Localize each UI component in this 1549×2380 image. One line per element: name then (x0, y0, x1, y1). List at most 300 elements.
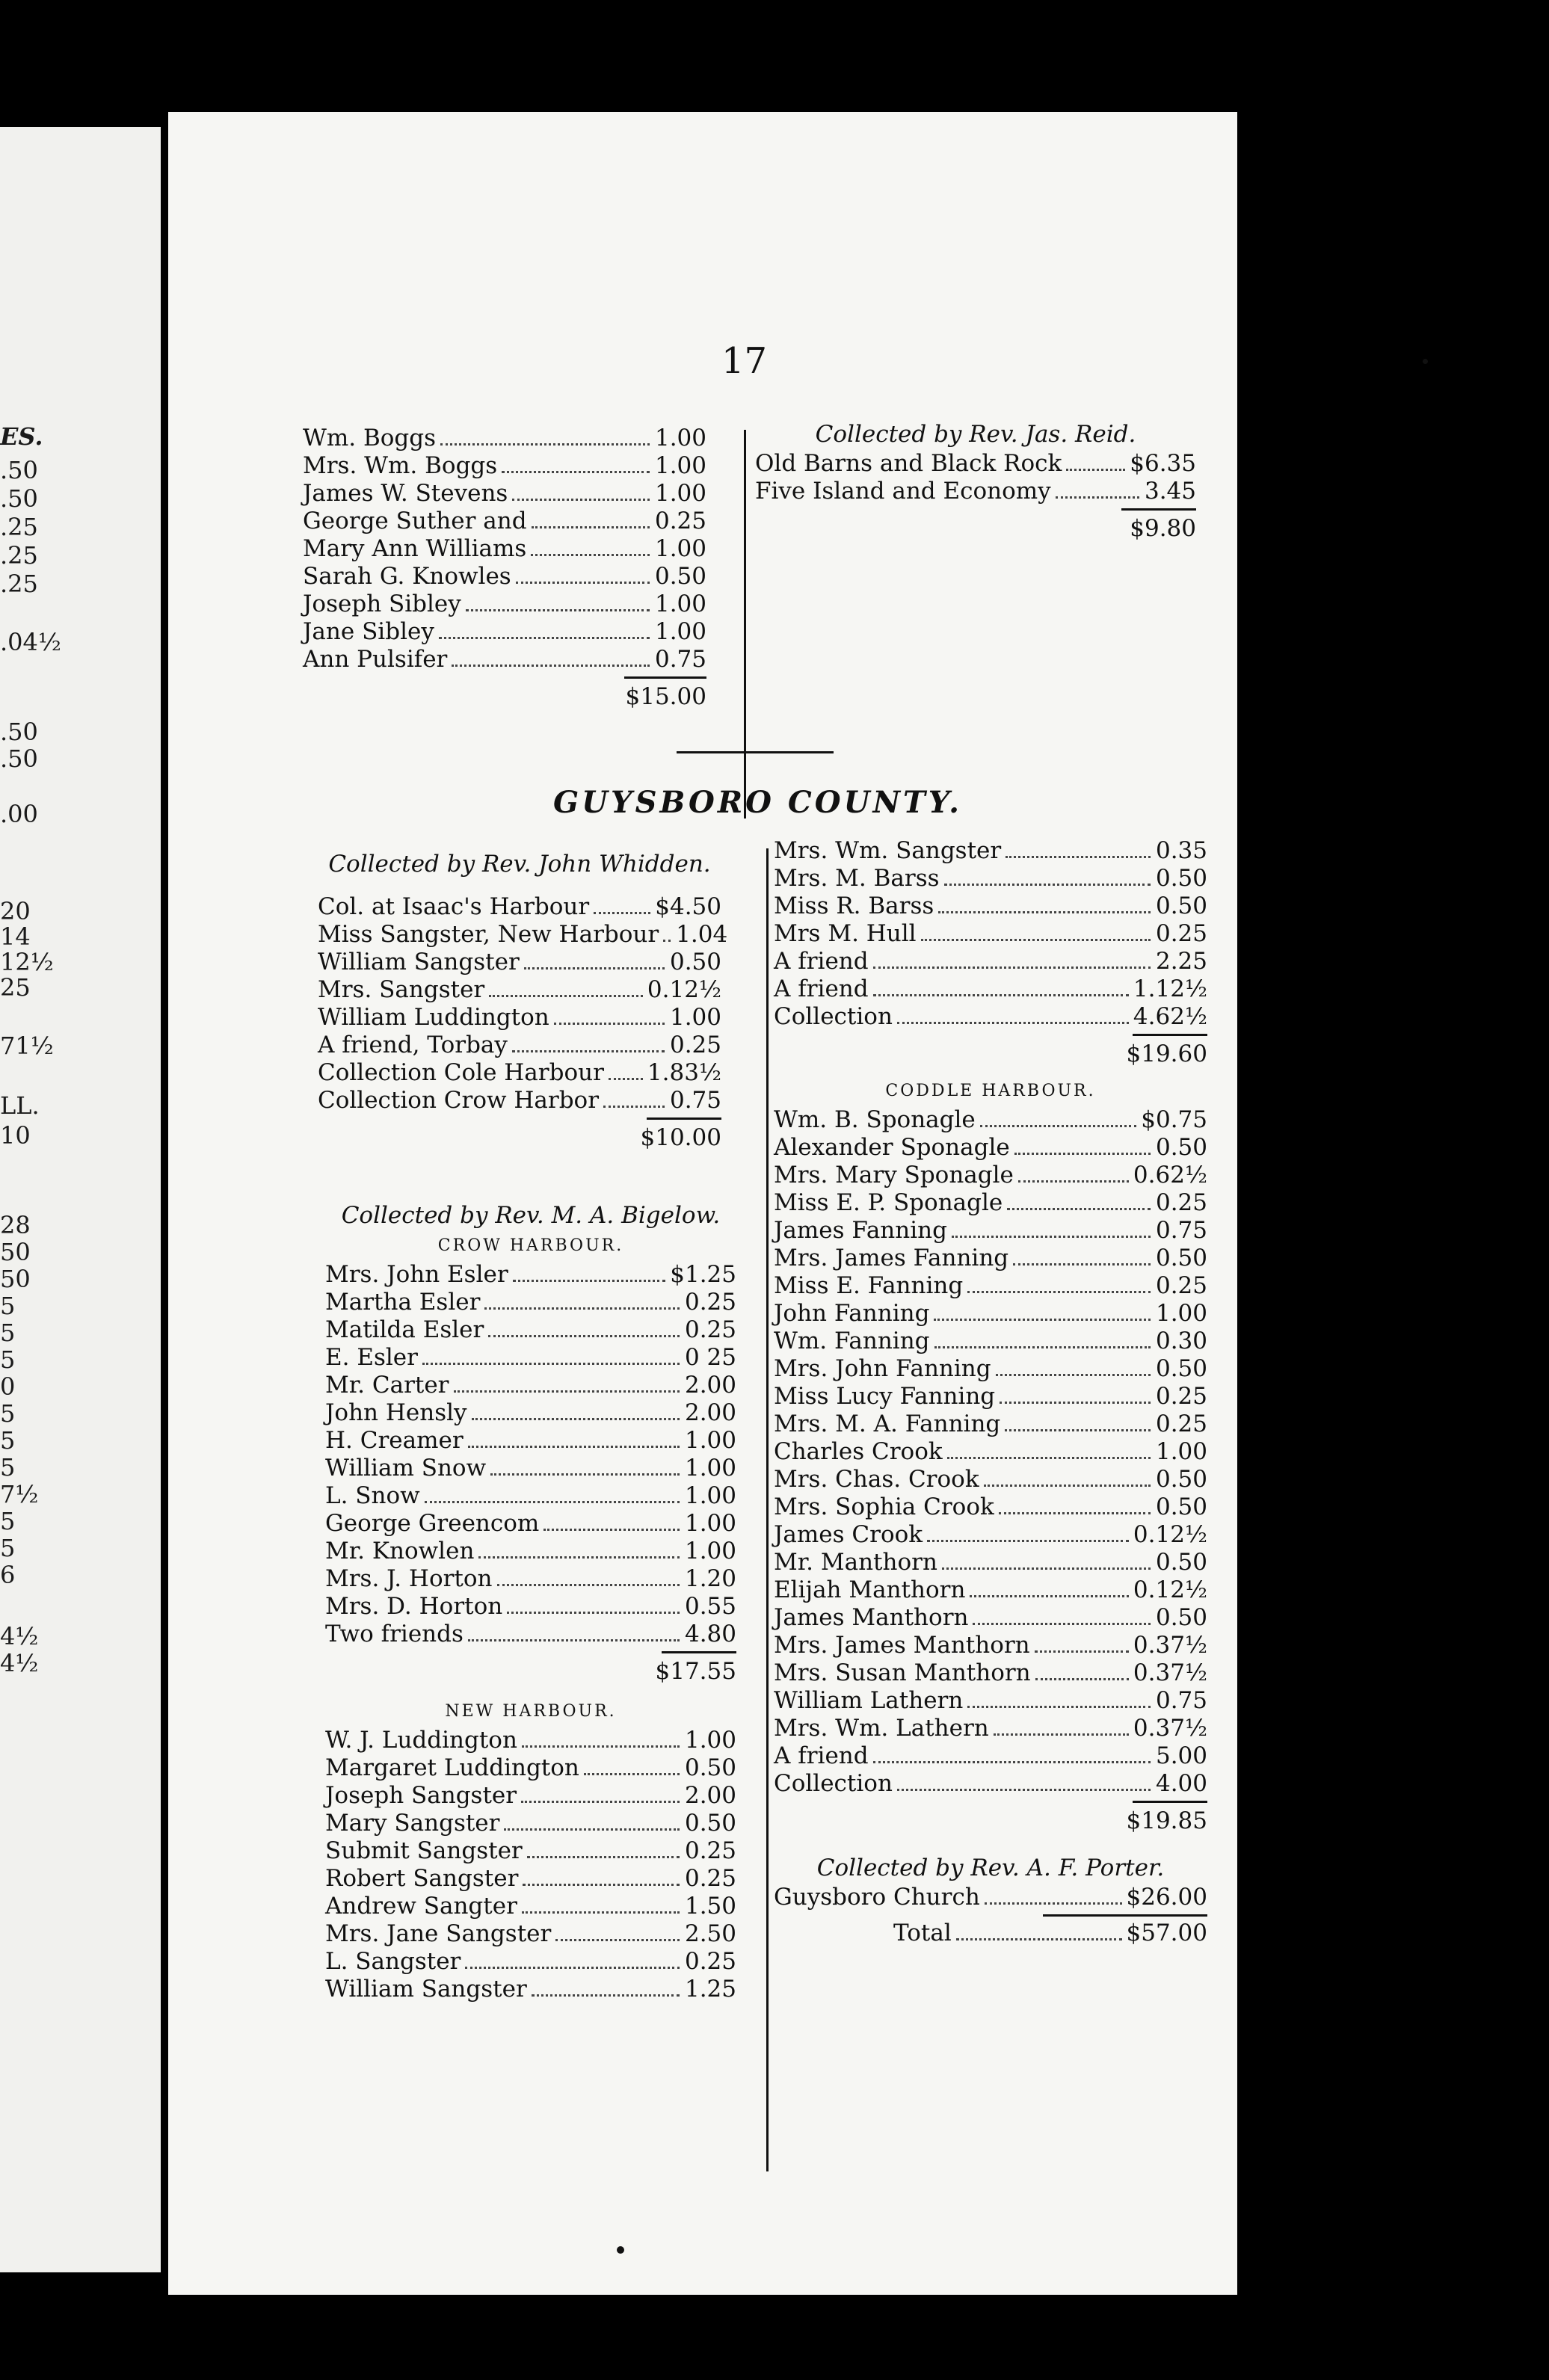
dot-leader (513, 1280, 666, 1282)
list-item (325, 1621, 736, 1648)
column-divider-bottom (766, 848, 769, 2171)
coddle-harbour-entries (774, 1106, 1207, 1798)
entry-amount: 0.25 (684, 1948, 736, 1975)
entry-amount: 0.50 (654, 563, 706, 590)
dot-leader (967, 1291, 1151, 1293)
list-item (303, 535, 706, 563)
entry-name: Elijah Manthorn (774, 1576, 966, 1603)
entry-amount: 1.00 (669, 1004, 721, 1031)
entry-amount: 0.62½ (1133, 1162, 1207, 1189)
entry-name: Mrs. John Fanning (774, 1355, 991, 1382)
facing-page-line: 5 (0, 1534, 16, 1562)
list-item (325, 1976, 736, 2003)
crow-harbour-title: CROW HARBOUR. (437, 1236, 624, 1255)
list-item (774, 1328, 1207, 1355)
list-item (774, 1466, 1207, 1493)
facing-page-line: .25 (0, 541, 38, 570)
dot-leader (512, 499, 650, 501)
entry-name: George Suther and (303, 508, 527, 534)
list-item (774, 1189, 1207, 1217)
entry-name: William Lathern (774, 1687, 964, 1714)
entry-name: Mrs. Susan Manthorn (774, 1659, 1031, 1686)
dot-leader (1035, 1678, 1129, 1680)
list-item (774, 1355, 1207, 1383)
facing-page-line: .50 (0, 484, 38, 513)
list-item (318, 976, 721, 1004)
entry-amount: 1.00 (1155, 1300, 1207, 1327)
entry-amount: 0.50 (1155, 865, 1207, 892)
list-item (774, 975, 1207, 1003)
entry-name: William Snow (325, 1455, 487, 1482)
list-item (325, 1482, 736, 1510)
entry-amount: 2.00 (684, 1399, 736, 1426)
dot-leader (873, 994, 1129, 996)
total-rule (1121, 508, 1196, 511)
entry-name: John Hensly (325, 1399, 467, 1426)
entry-name: John Fanning (774, 1300, 930, 1327)
dot-leader (502, 471, 650, 473)
entry-name: Miss Sangster, New Harbour (318, 921, 659, 948)
entry-amount: 2.00 (684, 1782, 736, 1809)
list-item (325, 1920, 736, 1948)
entry-amount: 0.50 (1155, 1604, 1207, 1631)
list-item (774, 1521, 1207, 1549)
entry-amount: 0.75 (654, 646, 706, 673)
dot-leader (1066, 469, 1125, 471)
reid-section (755, 419, 1196, 543)
list-item (774, 1003, 1207, 1031)
list-item (318, 893, 721, 921)
dot-leader (532, 526, 650, 528)
list-item (325, 1427, 736, 1455)
whidden-section (318, 848, 728, 1153)
dot-leader (1005, 1429, 1151, 1431)
column-divider-top (744, 430, 746, 818)
dot-leader (934, 1319, 1151, 1321)
entry-amount: 1.00 (684, 1510, 736, 1537)
entry-amount: 0.25 (684, 1316, 736, 1343)
entry-amount: 0.37½ (1133, 1715, 1207, 1742)
dot-leader (952, 1236, 1151, 1238)
bigelow-section (325, 1200, 736, 2003)
facing-page-line: 10 (0, 1121, 31, 1150)
entry-name: William Sangster (318, 949, 520, 975)
entry-amount: 0.25 (654, 508, 706, 534)
entry-amount: 0.50 (1155, 1466, 1207, 1493)
list-item (325, 1455, 736, 1482)
entry-name: Five Island and Economy (755, 478, 1051, 505)
entry-amount: $26.00 (1126, 1884, 1207, 1911)
list-item (755, 478, 1196, 505)
dot-leader (507, 1612, 680, 1614)
facing-page-line: .04½ (0, 628, 61, 656)
entry-amount: 0.50 (1155, 1134, 1207, 1161)
entry-amount: 1.00 (684, 1482, 736, 1509)
list-item (774, 865, 1207, 892)
entry-amount: 1.00 (684, 1455, 736, 1482)
entry-amount: 1.83½ (647, 1059, 721, 1086)
page-mark (617, 2246, 624, 2254)
entry-name: Wm. Fanning (774, 1328, 930, 1354)
facing-page-line: .25 (0, 570, 38, 598)
entry-name: W. J. Luddington (325, 1727, 517, 1754)
dot-leader (512, 1050, 665, 1052)
facing-page-fragment (0, 127, 161, 2272)
entry-name: Mary Sangster (325, 1810, 500, 1837)
list-item (774, 1438, 1207, 1466)
entry-amount: 0.50 (669, 949, 721, 975)
list-item (774, 1604, 1207, 1632)
dot-leader (478, 1556, 680, 1559)
facing-page-line: 12½ (0, 948, 54, 976)
dot-leader (985, 1902, 1122, 1905)
dot-leader (468, 1446, 680, 1448)
list-item (325, 1538, 736, 1565)
entry-amount: 5.00 (1155, 1742, 1207, 1769)
dot-leader (543, 1529, 680, 1531)
list-item (774, 1272, 1207, 1300)
entry-name: Robert Sangster (325, 1865, 519, 1892)
entry-name: Miss Lucy Fanning (774, 1383, 996, 1410)
list-item (303, 646, 706, 673)
dot-leader (524, 967, 665, 969)
list-item (774, 1162, 1207, 1189)
facing-page-line: 71½ (0, 1032, 54, 1060)
list-item (325, 1727, 736, 1754)
dot-leader (440, 443, 650, 446)
list-item (325, 1782, 736, 1810)
list-item (325, 1261, 736, 1289)
dot-leader (1006, 856, 1151, 858)
facing-page-line: 4½ (0, 1649, 39, 1677)
entry-name: A friend (774, 1742, 869, 1769)
entry-name: A friend (774, 975, 869, 1002)
entry-amount: 0.25 (1155, 920, 1207, 947)
dot-leader (603, 1106, 665, 1108)
entry-amount: 1.20 (684, 1565, 736, 1592)
entry-amount: $6.35 (1130, 450, 1196, 477)
dot-leader (422, 1363, 680, 1365)
entry-amount: 0.50 (684, 1754, 736, 1781)
dot-leader (944, 884, 1151, 886)
entry-name: Old Barns and Black Rock (755, 450, 1062, 477)
entry-amount: 1.12½ (1133, 975, 1207, 1002)
entry-name: Martha Esler (325, 1289, 481, 1316)
dot-leader (516, 582, 650, 584)
entry-name: Mrs. Wm. Sangster (774, 837, 1002, 864)
dot-leader (454, 1390, 680, 1393)
dot-leader (504, 1828, 680, 1831)
list-item (303, 452, 706, 480)
entry-amount: 0.37½ (1133, 1632, 1207, 1659)
entry-amount: 0.25 (1155, 1383, 1207, 1410)
dot-leader (947, 1457, 1151, 1459)
entry-amount: $0.75 (1141, 1106, 1207, 1133)
dot-leader (1056, 496, 1139, 499)
entry-name: L. Sangster (325, 1948, 461, 1975)
entry-amount: 0.35 (1155, 837, 1207, 864)
dot-leader (468, 1639, 680, 1641)
coddle-harbour-total: $19.85 (1126, 1807, 1207, 1834)
page-mark (1423, 359, 1428, 364)
list-item (774, 1715, 1207, 1742)
dot-leader (554, 1023, 665, 1025)
list-item (774, 1687, 1207, 1715)
entry-name: Joseph Sibley (303, 591, 461, 617)
list-item (325, 1372, 736, 1399)
list-item (325, 1316, 736, 1344)
entry-name: Collection Cole Harbour (318, 1059, 604, 1086)
facing-page-line: .50 (0, 744, 38, 773)
entry-name: H. Creamer (325, 1427, 464, 1454)
entry-amount: 2.50 (684, 1920, 736, 1947)
entry-name: Mrs. Wm. Boggs (303, 452, 498, 479)
entry-name: Mrs. Mary Sponagle (774, 1162, 1014, 1189)
coddle-harbour-title: CODDLE HARBOUR. (885, 1082, 1096, 1100)
grand-total-label: Total (893, 1920, 952, 1946)
page-number: 17 (721, 340, 768, 382)
county-title: GUYSBORO COUNTY. (553, 785, 963, 820)
total-rule (647, 1117, 721, 1120)
dot-leader (994, 1733, 1129, 1736)
facing-page-line: 14 (0, 922, 31, 951)
entry-name: Mrs. John Esler (325, 1261, 508, 1288)
entry-name: Miss E. Fanning (774, 1272, 964, 1299)
entry-amount: 0.75 (669, 1087, 721, 1114)
top-left-list (303, 425, 706, 712)
entry-name: Mrs. Wm. Lathern (774, 1715, 989, 1742)
dot-leader (522, 1745, 680, 1748)
entry-name: Matilda Esler (325, 1316, 484, 1343)
entry-amount: 0.50 (1155, 1245, 1207, 1271)
dot-leader (523, 1884, 680, 1886)
total-rule (662, 1651, 736, 1653)
dot-leader (973, 1623, 1151, 1625)
facing-page-line: .50 (0, 456, 38, 484)
whidden-total: $10.00 (640, 1124, 721, 1151)
entry-amount: 1.00 (684, 1727, 736, 1754)
dot-leader (1014, 1153, 1151, 1155)
list-item (325, 1399, 736, 1427)
dot-leader (439, 637, 650, 639)
dot-leader (532, 1994, 680, 1997)
entry-name: William Sangster (325, 1976, 527, 2003)
entry-amount: 0.12½ (647, 976, 721, 1003)
dot-leader (1035, 1650, 1129, 1653)
entry-name: Mrs M. Hull (774, 920, 917, 947)
list-item (318, 1059, 721, 1087)
bigelow-heading: Collected by Rev. M. A. Bigelow. (341, 1202, 721, 1229)
dot-leader (999, 1512, 1151, 1514)
facing-page-line: 5 (0, 1426, 16, 1455)
entry-name: Mrs. Sangster (318, 976, 485, 1003)
total-rule (1043, 1914, 1207, 1917)
facing-page-line: 20 (0, 897, 31, 925)
porter-heading: Collected by Rev. A. F. Porter. (816, 1855, 1165, 1881)
entry-amount: 0.25 (684, 1837, 736, 1864)
dot-leader (927, 1540, 1129, 1542)
entry-amount: 0.50 (684, 1810, 736, 1837)
dot-leader (425, 1501, 680, 1503)
entry-name: Alexander Sponagle (774, 1134, 1010, 1161)
list-item (325, 1948, 736, 1976)
top-left-total: $15.00 (625, 683, 706, 710)
page (168, 112, 1237, 2295)
crow-harbour-total: $17.55 (655, 1658, 736, 1685)
entry-name: Two friends (325, 1621, 464, 1647)
dot-leader (472, 1418, 680, 1420)
dot-leader (984, 1485, 1151, 1487)
entry-amount: 0.25 (684, 1289, 736, 1316)
reid-heading: Collected by Rev. Jas. Reid. (815, 421, 1136, 448)
entry-name: Mrs. Jane Sangster (325, 1920, 552, 1947)
list-item (774, 1106, 1207, 1134)
entry-name: Mrs. Sophia Crook (774, 1493, 994, 1520)
entry-amount: 1.00 (654, 425, 706, 451)
continued-total: $19.60 (1126, 1041, 1207, 1067)
dot-leader (466, 609, 650, 611)
facing-page-line: 5 (0, 1399, 16, 1428)
entry-name: Mrs. M. A. Fanning (774, 1411, 1001, 1437)
entry-name: A friend (774, 948, 869, 975)
list-item (303, 480, 706, 508)
dot-leader (967, 1706, 1151, 1708)
dot-leader (934, 1346, 1151, 1348)
entry-amount: 4.00 (1155, 1770, 1207, 1797)
facing-page-line: 25 (0, 973, 31, 1002)
dot-leader (873, 967, 1151, 969)
facing-page-heading: ES. (0, 422, 43, 451)
entry-name: A friend, Torbay (318, 1032, 508, 1058)
facing-page-line: .25 (0, 513, 38, 541)
list-item (774, 1383, 1207, 1411)
entry-name: Mrs. James Fanning (774, 1245, 1009, 1271)
entry-name: Mr. Knowlen (325, 1538, 475, 1564)
facing-page-line: 4½ (0, 1622, 39, 1650)
facing-page-line: 7½ (0, 1480, 39, 1508)
dot-leader (938, 911, 1151, 913)
facing-page-line: 50 (0, 1238, 31, 1266)
entry-name: L. Snow (325, 1482, 420, 1509)
dot-leader (522, 1911, 680, 1914)
reid-entries (755, 450, 1196, 505)
facing-page-line: 50 (0, 1265, 31, 1293)
entry-amount: 1.00 (684, 1427, 736, 1454)
reid-total: $9.80 (1130, 515, 1196, 542)
list-item (774, 1245, 1207, 1272)
entry-name: William Luddington (318, 1004, 549, 1031)
facing-page-line: .00 (0, 800, 38, 828)
entry-amount: 0.75 (1155, 1217, 1207, 1244)
top-left-entries (303, 425, 706, 673)
entry-amount: 0.25 (1155, 1411, 1207, 1437)
entry-amount: 3.45 (1144, 478, 1196, 505)
dot-leader (970, 1595, 1128, 1597)
list-item (318, 1087, 721, 1115)
list-item (325, 1565, 736, 1593)
entry-amount: 0.50 (1155, 1549, 1207, 1576)
entry-amount: 0.25 (1155, 1189, 1207, 1216)
entry-amount: 0.30 (1155, 1328, 1207, 1354)
facing-page-line: 5 (0, 1507, 16, 1535)
list-item (303, 425, 706, 452)
entry-amount: 1.50 (684, 1893, 736, 1920)
list-item (774, 948, 1207, 975)
dot-leader (452, 665, 650, 667)
total-rule (1133, 1034, 1207, 1036)
entry-name: Mrs. J. Horton (325, 1565, 493, 1592)
entry-amount: 0.37½ (1133, 1659, 1207, 1686)
dot-leader (897, 1022, 1129, 1024)
list-item (303, 591, 706, 618)
entry-amount: 1.00 (654, 535, 706, 562)
list-item (325, 1865, 736, 1893)
list-item (774, 920, 1207, 948)
entry-amount: 1.00 (684, 1538, 736, 1564)
list-item (325, 1289, 736, 1316)
entry-amount: $4.50 (655, 893, 721, 920)
entry-name: Charles Crook (774, 1438, 943, 1465)
dot-leader (594, 912, 650, 914)
dot-leader (584, 1773, 680, 1775)
list-item (774, 1884, 1207, 1911)
continued-entries (774, 837, 1207, 1031)
entry-name: Mr. Manthorn (774, 1549, 937, 1576)
entry-amount: 0.12½ (1133, 1576, 1207, 1603)
crow-harbour-entries (325, 1261, 736, 1648)
sangster-continued (774, 837, 1207, 1947)
list-item (774, 1549, 1207, 1576)
entry-amount: $1.25 (670, 1261, 736, 1288)
entry-name: Wm. B. Sponagle (774, 1106, 976, 1133)
facing-page-line: .50 (0, 718, 38, 746)
entry-name: Margaret Luddington (325, 1754, 579, 1781)
entry-amount: 0.50 (1155, 1355, 1207, 1382)
list-item (774, 1576, 1207, 1604)
list-item (325, 1893, 736, 1920)
dot-leader (1000, 1402, 1151, 1404)
entry-name: James Fanning (774, 1217, 947, 1244)
list-item (325, 1810, 736, 1837)
entry-amount: 0.50 (1155, 1493, 1207, 1520)
entry-name: Sarah G. Knowles (303, 563, 511, 590)
entry-amount: 1.00 (1155, 1438, 1207, 1465)
entry-name: Collection (774, 1003, 893, 1030)
list-item (774, 1217, 1207, 1245)
list-item (325, 1344, 736, 1372)
entry-name: James W. Stevens (303, 480, 508, 507)
total-rule (624, 676, 706, 679)
dot-leader (609, 1078, 643, 1080)
entry-amount: 0.12½ (1133, 1521, 1207, 1548)
facing-page-line: 6 (0, 1561, 16, 1589)
list-item (774, 1411, 1207, 1438)
entry-amount: 0 25 (684, 1344, 736, 1371)
entry-amount: 1.00 (654, 591, 706, 617)
whidden-heading: Collected by Rev. John Whidden. (328, 851, 711, 878)
grand-total-amount: $57.00 (1126, 1920, 1207, 1946)
entry-name: James Crook (774, 1521, 923, 1548)
facing-page-line: 5 (0, 1292, 16, 1320)
entry-name: E. Esler (325, 1344, 418, 1371)
list-item (325, 1510, 736, 1538)
dot-leader (996, 1374, 1151, 1376)
list-item (303, 618, 706, 646)
list-item (303, 563, 706, 591)
entry-name: Mrs. M. Barss (774, 865, 940, 892)
entry-name: Jane Sibley (303, 618, 434, 645)
dot-leader (521, 1801, 680, 1803)
